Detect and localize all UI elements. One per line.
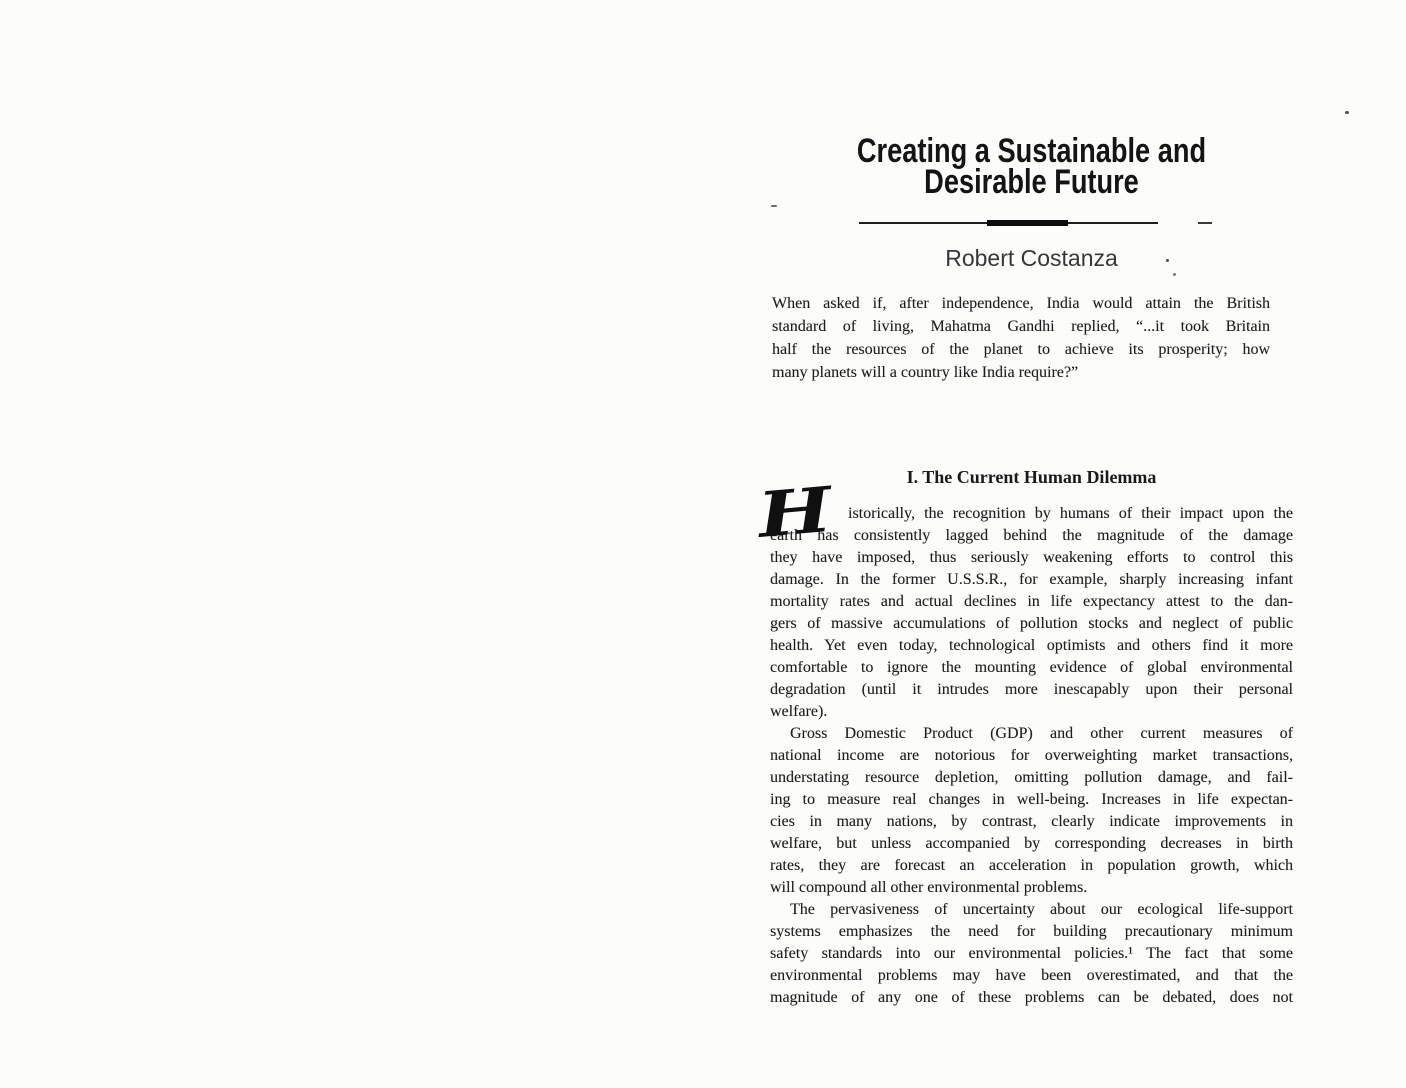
epigraph-quote — [772, 292, 1270, 384]
text-line: standard of living, Mahatma Gandhi replied, “...it took Britain — [772, 318, 1270, 335]
text-line: ing to measure real changes in well-being. Increases in life expectan- — [770, 791, 1293, 808]
text-line: environmental problems may have been overestimated, and that the — [770, 967, 1293, 984]
text-line: mortality rates and actual declines in life expectancy attest to the dan- — [770, 593, 1293, 610]
text-line: The pervasiveness of uncertainty about our ecological life-support — [790, 901, 1293, 918]
text-line: rates, they are forecast an acceleration in population growth, which — [770, 857, 1293, 874]
text-line: When asked if, after independence, India would attain the British — [772, 295, 1270, 312]
divider-stray-dash — [1198, 222, 1212, 224]
paragraph-2 — [770, 723, 1293, 899]
text-line: understating resource depletion, omitting pollution damage, and fail- — [770, 769, 1293, 786]
chapter-title-line2: Desirable Future — [924, 163, 1139, 201]
text-line: gers of massive accumulations of pollution stocks and neglect of public — [770, 615, 1293, 632]
text-line: damage. In the former U.S.S.R., for example, sharply increasing infant — [770, 571, 1293, 588]
text-line: national income are notorious for overweighting market transactions, — [770, 747, 1293, 764]
scan-speck — [1166, 259, 1169, 262]
text-line: half the resources of the planet to achieve its prosperity; how — [772, 341, 1270, 358]
text-line: many planets will a country like India require?” — [772, 364, 1079, 381]
scan-speck — [771, 205, 777, 207]
text-line: welfare). — [770, 703, 828, 720]
text-line: will compound all other environmental problems. — [770, 879, 1088, 896]
text-line: welfare, but unless accompanied by corresponding decreases in birth — [770, 835, 1293, 852]
text-line: health. Yet even today, technological optimists and others find it more — [770, 637, 1293, 654]
paragraph-3 — [770, 899, 1293, 1009]
text-line: safety standards into our environmental policies.¹ The fact that some — [770, 945, 1293, 962]
text-line: cies in many nations, by contrast, clearly indicate improvements in — [770, 813, 1293, 830]
text-line: they have imposed, thus seriously weakening efforts to control this — [770, 549, 1293, 566]
dropcap-initial: H — [755, 472, 835, 552]
chapter-title — [822, 132, 1240, 201]
text-line: comfortable to ignore the mounting evidence of global environmental — [770, 659, 1293, 676]
title-divider-rule — [770, 218, 1293, 228]
scan-speck — [1345, 111, 1349, 114]
scan-speck — [1173, 273, 1176, 276]
text-column — [755, 0, 1293, 1088]
text-line: systems emphasizes the need for building precautionary minimum — [770, 923, 1293, 940]
author-name: Robert Costanza — [945, 245, 1118, 271]
paragraph-1 — [770, 503, 1293, 723]
text-line: earth has consistently lagged behind the magnitude of the damage — [770, 527, 1293, 544]
chapter-title-line1: Creating a Sustainable and — [856, 132, 1207, 170]
text-line: Gross Domestic Product (GDP) and other current measures of — [790, 725, 1293, 742]
section-heading: I. The Current Human Dilemma — [906, 467, 1157, 487]
text-line: istorically, the recognition by humans of their impact upon the — [848, 505, 1293, 522]
divider-thick-segment — [987, 220, 1068, 226]
text-line: degradation (until it intrudes more inescapably upon their personal — [770, 681, 1293, 698]
text-line: magnitude of any one of these problems can be debated, does not — [770, 989, 1293, 1006]
